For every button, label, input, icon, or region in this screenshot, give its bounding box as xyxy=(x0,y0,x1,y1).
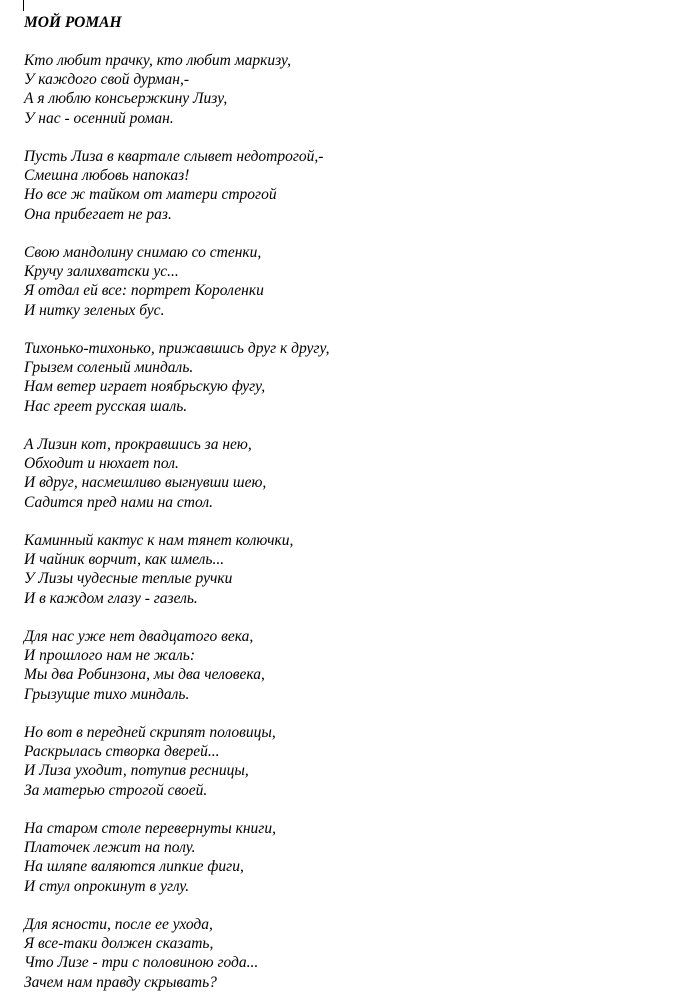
stanza-3 xyxy=(24,243,264,320)
poem-title: МОЙ РОМАН xyxy=(24,14,122,31)
stanza-7 xyxy=(24,627,265,704)
poem-line: Грызущие тихо миндаль. xyxy=(24,685,190,703)
poem-line: Нам ветер играет ноябрьскую фугу, xyxy=(24,378,266,396)
stanza-5 xyxy=(24,435,266,512)
stanza-1 xyxy=(24,51,291,128)
stanza-8 xyxy=(24,723,276,800)
stanza-10 xyxy=(24,915,258,992)
poem-line: Я отдал ей все: портрет Короленки xyxy=(24,282,264,300)
poem-line: А Лизин кот, прокравшись за нею, xyxy=(24,436,252,453)
poem-line: У нас - осенний роман. xyxy=(24,109,174,127)
poem-line: И в каждом глазу - газель. xyxy=(24,589,198,607)
poem-line: Я все-таки должен сказать, xyxy=(24,935,214,953)
poem-line: Но все ж тайком от матери строгой xyxy=(24,186,277,204)
poem-line: И чайник ворчит, как шмель... xyxy=(24,551,225,569)
poem-line: Но вот в передней скрипят половицы, xyxy=(24,724,276,741)
poem-line: Раскрылась створка дверей... xyxy=(24,743,220,761)
poem-line: Кто любит прачку, кто любит маркизу, xyxy=(24,52,292,69)
poem-line: Нас греет русская шаль. xyxy=(24,397,188,415)
stanza-4 xyxy=(24,339,329,416)
poem-line: И вдруг, насмешливо выгнувши шею, xyxy=(24,474,267,492)
poem-line: И прошлого нам не жаль: xyxy=(24,647,195,665)
poem-line: Зачем нам правду скрывать? xyxy=(24,973,217,991)
poem-line: Тихонько-тихонько, прижавшись друг к другу, xyxy=(24,340,330,357)
poem-line: Садится пред нами на стол. xyxy=(24,493,213,511)
poem-line: На старом столе перевернуты книги, xyxy=(24,820,276,837)
poem-line: И стул опрокинут в углу. xyxy=(24,877,190,895)
poem-line: Кручу залихватски ус... xyxy=(24,263,179,281)
poem-line: Платочек лежит на полу. xyxy=(24,839,196,857)
poem-line: Что Лизе - три с половиною года... xyxy=(24,954,259,972)
poem-line: Каминный кактус к нам тянет колючки, xyxy=(24,532,294,549)
poem-line: На шляпе валяются липкие фиги, xyxy=(24,858,244,876)
poem-line: И нитку зеленых бус. xyxy=(24,301,165,319)
poem-line: Смешна любовь напоказ! xyxy=(24,167,190,185)
poem-line: Для ясности, после ее ухода, xyxy=(24,916,213,933)
stanza-9 xyxy=(24,819,276,896)
stanza-2 xyxy=(24,147,323,224)
poem-line: У Лизы чудесные теплые ручки xyxy=(24,570,233,588)
poem-line: Свою мандолину снимаю со стенки, xyxy=(24,244,262,261)
poem-line: Грызем соленый миндаль. xyxy=(24,359,194,377)
poem-line: Пусть Лиза в квартале слывет недотрогой,- xyxy=(24,148,324,165)
poem-line: Мы два Робинзона, мы два человека, xyxy=(24,666,265,684)
poem-line: Она прибегает не раз. xyxy=(24,205,172,223)
poem-line: Обходит и нюхает пол. xyxy=(24,455,179,473)
poem-line: А я люблю консьержкину Лизу, xyxy=(24,90,228,108)
poem-line: За матерью строгой своей. xyxy=(24,781,208,799)
text-cursor xyxy=(23,0,24,11)
poem-line: Для нас уже нет двадцатого века, xyxy=(24,628,254,645)
poem-line: И Лиза уходит, потупив ресницы, xyxy=(24,762,249,780)
stanza-6 xyxy=(24,531,293,608)
poem-line: У каждого свой дурман,- xyxy=(24,71,190,89)
